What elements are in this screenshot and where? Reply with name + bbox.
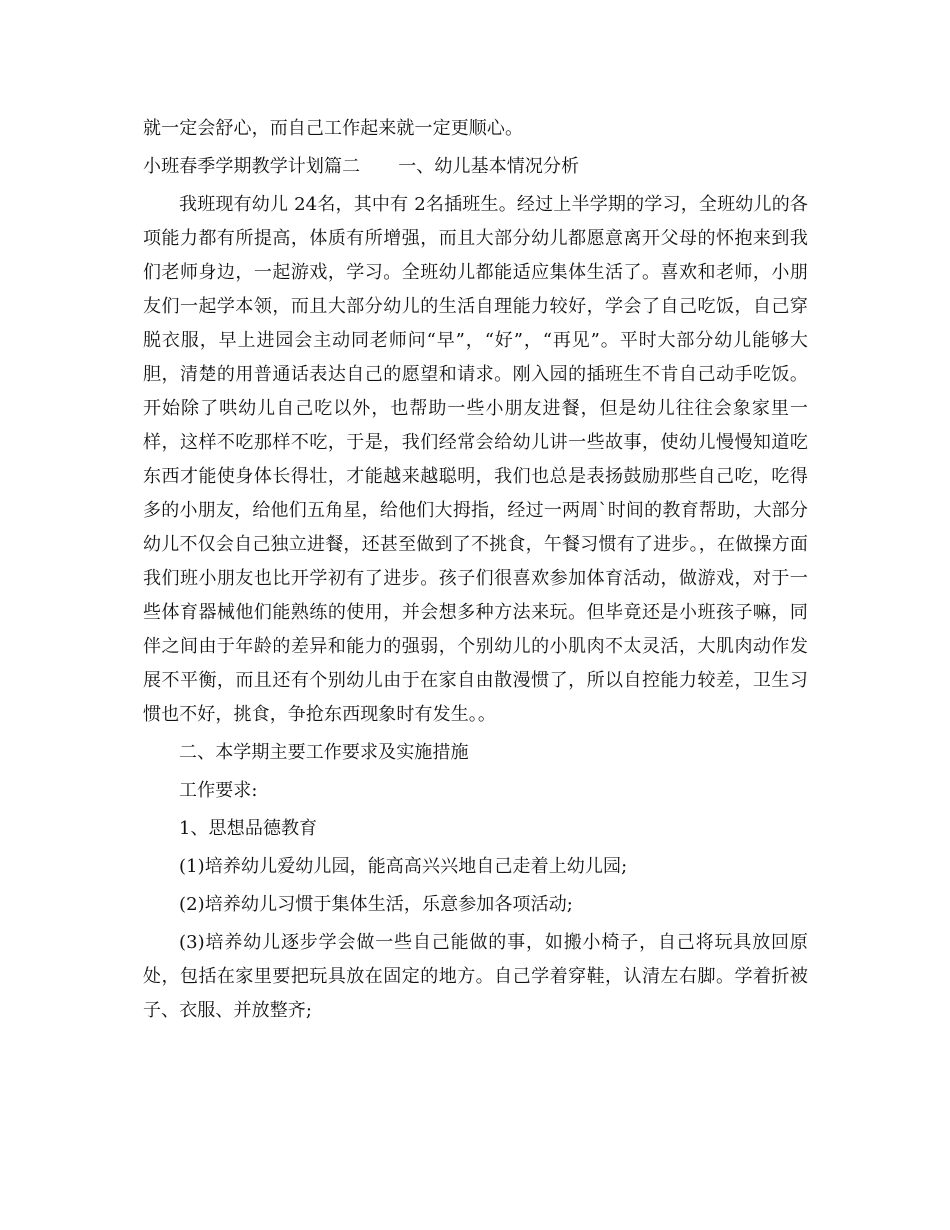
article-title: 小班春季学期教学计划篇二 [143, 156, 361, 177]
list-item-3: (3)培养幼儿逐步学会做一些自己能做的事，如搬小椅子，自己将玩具放回原处，包括在家里要把玩具放在固定的地方。自己学着穿鞋，认清左右脚。学着折被子、衣服、并放整齐; [143, 932, 808, 1021]
paragraph-continuation: 就一定会舒心，而自己工作起来就一定更顺心。 [143, 118, 524, 139]
section-title-1: 一、幼儿基本情况分析 [398, 156, 580, 177]
subsection-moral-education: 1、思想品德教育 [179, 818, 318, 839]
work-requirements-label: 工作要求: [179, 780, 258, 801]
paragraph-situation-analysis: 我班现有幼儿 24名，其中有 2名插班生。经过上半学期的学习，全班幼儿的各项能力都有所提高，体质有所增强，而且大部分幼儿都愿意离开父母的怀抱来到我们老师身边，一起游戏，学习。全班幼儿都能适应集体生活了。喜欢和老师，小朋友们一起学本领，而且大部分幼儿的生活自理能力较好，学会了自己吃饭，自己穿脱衣服，早上进园会主动同老师问“早”，“好”，“再见”。平时大部分幼儿能够大胆，清楚的用普通话表达自己的愿望和请求。刚入园的插班生不肯自己动手吃饭。开始除了哄幼儿自己吃以外，也帮助一些小朋友进餐，但是幼儿往往会象家里一样，这样不吃那样不吃，于是，我们经常会给幼儿讲一些故事，使幼儿慢慢知道吃东西才能使身体长得壮，才能越来越聪明，我们也总是表扬鼓励那些自己吃，吃得多的小朋友，给他们五角星，给他们大拇指，经过一两周`时间的教育帮助，大部分幼儿不仅会自己独立进餐，还甚至做到了不挑食，午餐习惯有了进步。，在做操方面我们班小朋友也比开学初有了进步。孩子们很喜欢参加体育活动，做游戏，对于一些体育器械他们能熟练的使用，并会想多种方法来玩。但毕竟还是小班孩子嘛，同伴之间由于年龄的差异和能力的强弱，个别幼儿的小肌肉不太灵活，大肌肉动作发展不平衡，而且还有个别幼儿由于在家自由散漫惯了，所以自控能力较差，卫生习惯也不好，挑食，争抢东西现象时有发生。。 [143, 194, 808, 725]
section-heading-line [143, 150, 808, 184]
list-item-2: (2)培养幼儿习惯于集体生活，乐意参加各项活动; [179, 894, 573, 915]
document-body [143, 112, 808, 1032]
list-item-1: (1)培养幼儿爱幼儿园，能高高兴兴地自己走着上幼儿园; [179, 856, 628, 877]
section-title-2: 二、本学期主要工作要求及实施措施 [179, 742, 469, 763]
